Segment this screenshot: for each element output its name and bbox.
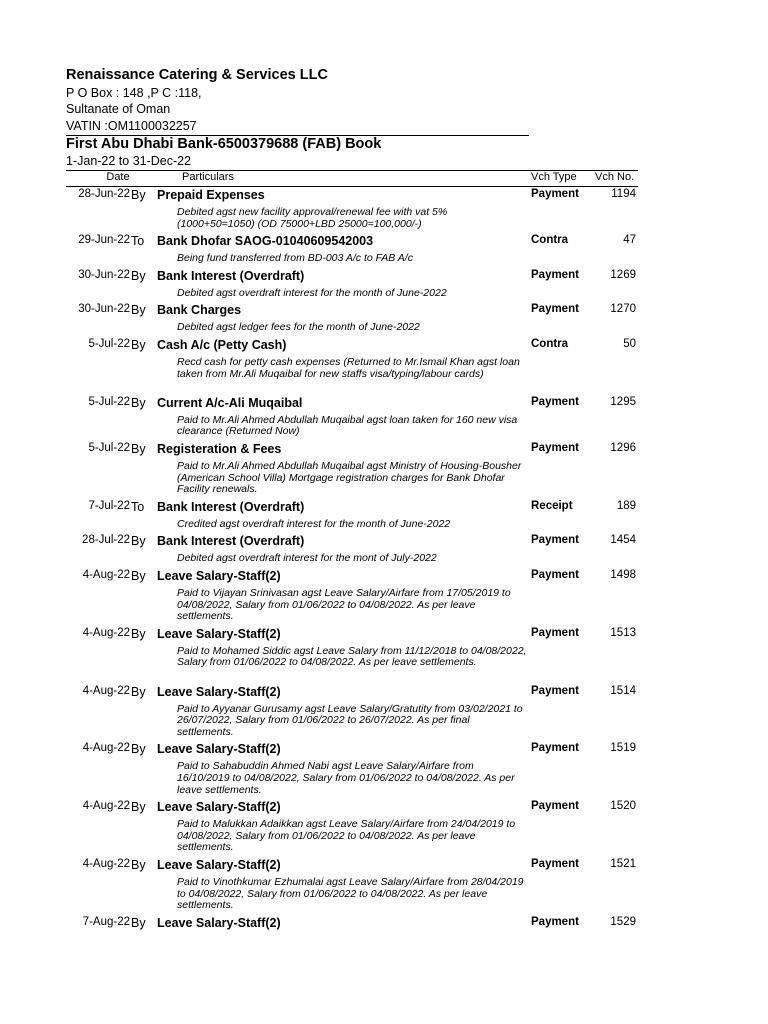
column-header-date: Date bbox=[106, 171, 130, 183]
entry-side: By bbox=[131, 742, 146, 757]
entry-date: 30-Jun-22 bbox=[78, 268, 130, 281]
vatin-line: VATIN :OM1100032257 bbox=[66, 119, 197, 133]
entry-side: By bbox=[131, 188, 146, 202]
entry-vch-no: 1498 bbox=[610, 568, 636, 581]
entry-date: 4-Aug-22 bbox=[82, 742, 130, 755]
ledger-entry bbox=[0, 234, 768, 269]
ledger-entry bbox=[0, 442, 768, 500]
entry-account: Cash A/c (Petty Cash) bbox=[157, 337, 287, 352]
entry-account: Bank Interest (Overdraft) bbox=[157, 268, 305, 283]
entry-narration: Debited agst overdraft interest for the month of June-2022 bbox=[177, 286, 447, 299]
entry-vch-no: 1269 bbox=[610, 268, 636, 281]
entry-account: Leave Salary-Staff(2) bbox=[157, 915, 281, 930]
entry-side: By bbox=[131, 268, 146, 283]
entry-vch-no: 1296 bbox=[610, 441, 636, 454]
entry-account: Leave Salary-Staff(2) bbox=[157, 684, 281, 699]
entry-side: By bbox=[131, 303, 146, 318]
book-title: First Abu Dhabi Bank-6500379688 (FAB) Book bbox=[66, 136, 382, 152]
entry-narration: Paid to Ayyanar Gurusamy agst Leave Salary/Gratutity from 03/02/2021 to 26/07/2022, Salary from 01/06/2022 to 26/07/2022. As per final settlements. bbox=[177, 702, 523, 738]
report-period: 1-Jan-22 to 31-Dec-22 bbox=[66, 154, 192, 168]
entry-vch-type: Contra bbox=[531, 337, 569, 350]
entry-vch-no: 1514 bbox=[610, 684, 636, 697]
entry-narration: Credited agst overdraft interest for the month of June-2022 bbox=[177, 517, 451, 530]
entry-vch-type: Payment bbox=[531, 684, 579, 697]
ledger-entry bbox=[0, 534, 768, 569]
entry-vch-type: Payment bbox=[531, 742, 579, 755]
entry-vch-no: 1529 bbox=[610, 915, 636, 928]
entry-account: Leave Salary-Staff(2) bbox=[157, 568, 281, 583]
entry-side: By bbox=[131, 337, 146, 352]
entry-narration: Paid to Mr.Ali Ahmed Abdullah Muqaibal agst loan taken for 160 new visa clearance (Returned Now) bbox=[177, 413, 518, 438]
entry-vch-no: 47 bbox=[623, 234, 636, 247]
entry-account: Bank Interest (Overdraft) bbox=[157, 534, 305, 549]
entry-date: 28-Jul-22 bbox=[82, 534, 130, 547]
entry-account: Leave Salary-Staff(2) bbox=[157, 857, 281, 872]
entry-account: Bank Charges bbox=[157, 303, 242, 318]
entry-vch-type: Payment bbox=[531, 800, 579, 813]
entry-account: Leave Salary-Staff(2) bbox=[157, 626, 281, 641]
entry-date: 5-Jul-22 bbox=[88, 441, 130, 454]
entry-vch-type: Payment bbox=[531, 534, 579, 547]
entry-vch-type: Payment bbox=[531, 188, 579, 200]
entry-side: By bbox=[131, 441, 146, 456]
entry-vch-type: Contra bbox=[531, 234, 569, 247]
entry-date: 4-Aug-22 bbox=[82, 684, 130, 697]
entry-date: 7-Jul-22 bbox=[88, 499, 130, 512]
entry-vch-type: Payment bbox=[531, 268, 579, 281]
entry-vch-no: 1454 bbox=[610, 534, 636, 547]
entry-date: 5-Jul-22 bbox=[88, 395, 130, 408]
ledger-entry bbox=[0, 188, 768, 234]
entry-account: Bank Dhofar SAOG-01040609542003 bbox=[157, 234, 374, 249]
ledger-entry bbox=[0, 396, 768, 442]
address-line-2: Sultanate of Oman bbox=[66, 102, 171, 116]
ledger-entry bbox=[0, 303, 768, 338]
entry-account: Current A/c-Ali Muqaibal bbox=[157, 395, 303, 410]
entry-narration: Debited agst overdraft interest for the mont of July-2022 bbox=[177, 552, 437, 565]
entry-side: By bbox=[131, 568, 146, 583]
address-line-1: P O Box : 148 ,P C :118, bbox=[66, 86, 202, 100]
entry-side: By bbox=[131, 534, 146, 549]
entry-side: By bbox=[131, 395, 146, 410]
entry-vch-type: Payment bbox=[531, 395, 579, 408]
ledger-entry bbox=[0, 569, 768, 627]
entry-account: Bank Interest (Overdraft) bbox=[157, 499, 305, 514]
entry-vch-no: 1519 bbox=[610, 742, 636, 755]
entry-narration: Being fund transferred from BD-003 A/c to FAB A/c bbox=[177, 252, 413, 265]
entry-side: To bbox=[131, 499, 145, 514]
entry-vch-no: 1521 bbox=[610, 857, 636, 870]
entry-narration: Paid to Mr.Ali Ahmed Abdullah Muqaibal agst Ministry of Housing-Bousher (American School Villa) Mortgage registration charges for Bank Dhofar Facility renewals. bbox=[177, 459, 522, 496]
entry-date: 28-Jun-22 bbox=[78, 188, 130, 200]
entry-side: By bbox=[131, 800, 146, 815]
ledger-entry bbox=[0, 916, 768, 934]
entry-narration: Paid to Vinothkumar Ezhumalai agst Leave Salary/Airfare from 28/04/2019 to 04/08/2022, Salary from 01/06/2022 to 04/08/2022. As per leave settlements. bbox=[177, 875, 524, 912]
entry-vch-type: Payment bbox=[531, 568, 579, 581]
company-name: Renaissance Catering & Services LLC bbox=[66, 67, 328, 83]
entry-vch-type: Payment bbox=[531, 626, 579, 639]
entry-date: 30-Jun-22 bbox=[78, 303, 130, 316]
entry-side: By bbox=[131, 684, 146, 699]
entry-vch-type: Payment bbox=[531, 441, 579, 454]
entry-narration: Recd cash for petty cash expenses (Returned to Mr.Ismail Khan agst loan taken from Mr.Ali Muqaibal for new staffs visa/typing/labour cards) bbox=[177, 355, 520, 380]
ledger-entry bbox=[0, 338, 768, 396]
entry-vch-type: Payment bbox=[531, 857, 579, 870]
ledger-entry bbox=[0, 500, 768, 535]
ledger-entry bbox=[0, 742, 768, 800]
entry-vch-no: 1513 bbox=[610, 626, 636, 639]
ledger-entry bbox=[0, 800, 768, 858]
entry-vch-type: Payment bbox=[531, 303, 579, 316]
ledger-entry bbox=[0, 858, 768, 916]
column-header-vch-no: Vch No. bbox=[595, 171, 635, 183]
entry-narration: Paid to Malukkan Adaikkan agst Leave Salary/Airfare from 24/04/2019 to 04/08/2022, Salary from 01/06/2022 to 04/08/2022. As per leave settlements. bbox=[177, 818, 516, 854]
entry-date: 4-Aug-22 bbox=[82, 568, 130, 581]
entry-side: By bbox=[131, 915, 146, 930]
entry-date: 7-Aug-22 bbox=[82, 915, 130, 928]
entry-date: 4-Aug-22 bbox=[82, 800, 130, 813]
entry-vch-no: 50 bbox=[623, 337, 636, 350]
entry-account: Leave Salary-Staff(2) bbox=[157, 742, 281, 757]
entry-date: 5-Jul-22 bbox=[88, 337, 130, 350]
entry-side: By bbox=[131, 626, 146, 641]
entry-vch-no: 1194 bbox=[611, 188, 636, 200]
entry-vch-type: Receipt bbox=[531, 499, 573, 512]
entry-date: 4-Aug-22 bbox=[82, 857, 130, 870]
ledger-entries bbox=[0, 188, 768, 934]
entry-vch-no: 1520 bbox=[610, 800, 636, 813]
entry-date: 4-Aug-22 bbox=[82, 626, 130, 639]
entry-narration: Debited agst new facility approval/renewal fee with vat 5% (1000+50=1050) (OD 75000+LBD 25000=100,000/-) bbox=[177, 206, 448, 230]
entry-account: Prepaid Expenses bbox=[157, 188, 265, 202]
entry-narration: Paid to Vijayan Srinivasan agst Leave Salary/Airfare from 17/05/2019 to 04/08/2022, Salary from 01/06/2022 to 04/08/2022. As per leave settlements. bbox=[177, 586, 511, 623]
ledger-entry bbox=[0, 685, 768, 743]
entry-narration: Paid to Mohamed Siddic agst Leave Salary from 11/12/2018 to 04/08/2022, Salary from 01/06/2022 to 04/08/2022. As per leave settlements. bbox=[177, 644, 527, 669]
column-header-bottom-rule bbox=[66, 186, 638, 187]
entry-vch-no: 1295 bbox=[610, 395, 636, 408]
entry-account: Leave Salary-Staff(2) bbox=[157, 800, 281, 815]
column-header-particulars: Particulars bbox=[182, 171, 234, 183]
column-header-vch-type: Vch Type bbox=[531, 171, 577, 183]
entry-vch-no: 1270 bbox=[610, 303, 636, 316]
ledger-entry bbox=[0, 269, 768, 304]
entry-vch-type: Payment bbox=[531, 915, 579, 928]
entry-vch-no: 189 bbox=[616, 499, 636, 512]
entry-side: To bbox=[131, 234, 145, 249]
entry-account: Registeration & Fees bbox=[157, 441, 282, 456]
entry-date: 29-Jun-22 bbox=[78, 234, 130, 247]
ledger-entry bbox=[0, 627, 768, 685]
entry-side: By bbox=[131, 857, 146, 872]
entry-narration: Paid to Sahabuddin Ahmed Nabi agst Leave Salary/Airfare from 16/10/2019 to 04/08/2022, Salary from 01/06/2022 to 04/08/2022. As per leave settlements. bbox=[177, 760, 515, 796]
entry-narration: Debited agst ledger fees for the month of June-2022 bbox=[177, 321, 420, 334]
